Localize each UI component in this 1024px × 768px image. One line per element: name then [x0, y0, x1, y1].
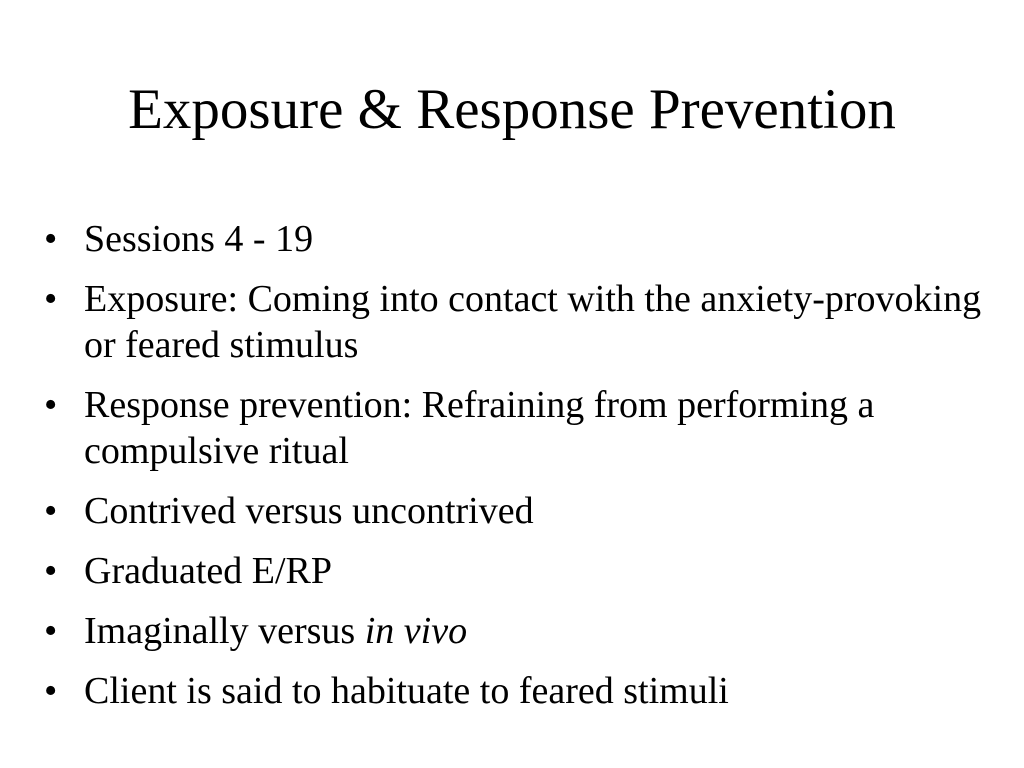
bullet-icon: • [44, 218, 58, 260]
bullet-icon: • [44, 550, 58, 592]
bullet-item [44, 488, 984, 534]
bullet-item [44, 608, 984, 654]
bullet-item [44, 548, 984, 594]
bullet-item [44, 276, 984, 368]
bullet-text: Contrived versus uncontrived [84, 490, 534, 532]
slide-title: Exposure & Response Prevention [128, 78, 896, 141]
bullet-item [44, 216, 984, 262]
bullet-text-plain: Imaginally versus [84, 610, 365, 652]
bullet-text: Exposure: Coming into contact with the anxiety-provoking or feared stimulus [84, 278, 982, 366]
bullet-text: Response prevention: Refraining from performing a compulsive ritual [84, 384, 875, 472]
bullet-icon: • [44, 670, 58, 712]
bullet-text [84, 610, 467, 652]
bullet-icon: • [44, 384, 58, 426]
bullet-text: Sessions 4 - 19 [84, 218, 314, 260]
bullet-icon: • [44, 490, 58, 532]
bullet-icon: • [44, 278, 58, 320]
bullet-list [44, 216, 984, 728]
bullet-text: Graduated E/RP [84, 550, 333, 592]
bullet-text: Client is said to habituate to feared stimuli [84, 670, 729, 712]
bullet-text-italic: in vivo [364, 610, 468, 652]
bullet-item [44, 382, 984, 474]
bullet-icon: • [44, 610, 58, 652]
bullet-item [44, 668, 984, 714]
